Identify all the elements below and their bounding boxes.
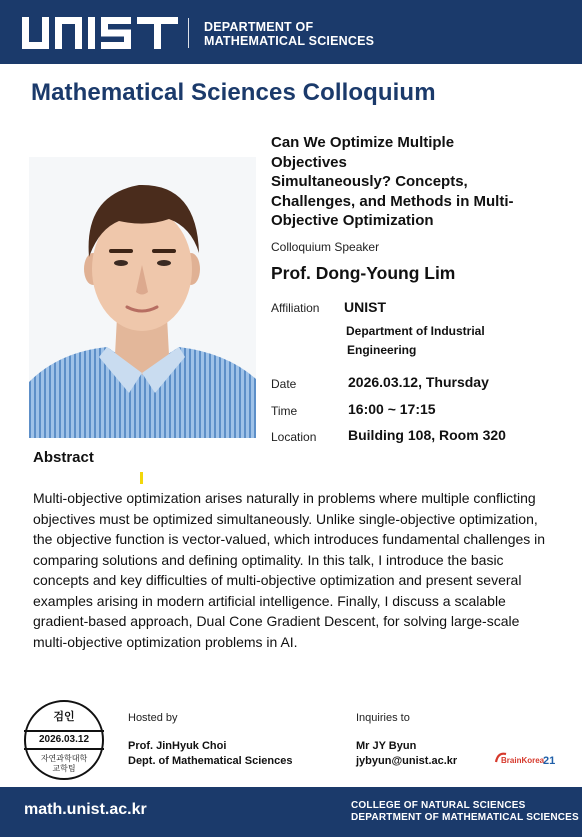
text-cursor-marker bbox=[140, 472, 143, 484]
hosted-by-label: Hosted by bbox=[128, 712, 178, 724]
date-value: 2026.03.12, Thursday bbox=[348, 374, 489, 390]
inquiries-label: Inquiries to bbox=[356, 712, 410, 724]
footer-college bbox=[351, 800, 579, 824]
speaker-name: Prof. Dong-Young Lim bbox=[271, 263, 456, 283]
brainkorea-number: 21 bbox=[543, 755, 556, 767]
affiliation-dept-line2: Engineering bbox=[347, 343, 417, 357]
speaker-label: Colloquium Speaker bbox=[271, 240, 380, 254]
talk-title-line: Simultaneously? Concepts, bbox=[271, 173, 468, 190]
host-name: Prof. JinHyuk Choi bbox=[128, 740, 227, 752]
talk-title-line: Challenges, and Methods in Multi- bbox=[271, 192, 514, 210]
header-divider bbox=[188, 18, 189, 48]
header-bar bbox=[0, 0, 582, 64]
brainkorea21-logo bbox=[494, 748, 558, 768]
abstract-body: Multi-objective optimization arises naturally in problems where multiple conflicting objectives must be optimized simultaneously. Unlike single-objective optimization, the objective function is vector-valued, which introduces fundamental challenges in comparing solutions and defining optimality. In this talk, I introduce the basic concepts and key difficulties of multi-objective optimization and present several examples arising in modern artificial intelligence. Finally, I discuss a scalable gradient-based approach, Dual Cone Gradient Descent, for solving large-scale multi-objective optimization problems in AI. bbox=[33, 490, 546, 650]
talk-title-line: Can We Optimize Multiple bbox=[271, 134, 455, 151]
footer-college-line2: DEPARTMENT OF MATHEMATICAL SCIENCES bbox=[351, 812, 579, 823]
stamp-office-line1: 자연과학대학 bbox=[40, 754, 88, 763]
location-label: Location bbox=[271, 430, 317, 444]
stamp-date: 2026.03.12 bbox=[24, 730, 104, 750]
footer-website-link[interactable]: math.unist.ac.kr bbox=[24, 801, 147, 818]
host-department: Dept. of Mathematical Sciences bbox=[128, 755, 293, 767]
header-dept-line1: DEPARTMENT OF bbox=[204, 20, 314, 34]
header-dept-line2: MATHEMATICAL SCIENCES bbox=[204, 34, 375, 48]
unist-logo bbox=[22, 17, 178, 49]
affiliation-name: UNIST bbox=[344, 299, 386, 315]
inquiry-contact-name: Mr JY Byun bbox=[356, 740, 417, 752]
brainkorea-text: BrainKorea bbox=[501, 756, 545, 765]
stamp-title: 검인 bbox=[53, 711, 75, 723]
footer-bar bbox=[0, 787, 582, 837]
header-department bbox=[204, 20, 374, 48]
page-title: Mathematical Sciences Colloquium bbox=[31, 79, 436, 106]
talk-title bbox=[271, 133, 571, 231]
speaker-portrait-illustration bbox=[29, 157, 256, 438]
speaker-photo bbox=[29, 157, 256, 438]
footer-college-line1: COLLEGE OF NATURAL SCIENCES bbox=[351, 800, 526, 811]
talk-title-line: Objectives bbox=[271, 153, 347, 171]
talk-title-line: Objective Optimization bbox=[271, 212, 434, 229]
inquiry-email-link[interactable]: jybyun@unist.ac.kr bbox=[356, 755, 458, 767]
stamp-office-line2: 교학팀 bbox=[52, 764, 76, 773]
approval-stamp bbox=[24, 700, 104, 780]
affiliation-dept-line1: Department of Industrial bbox=[346, 324, 485, 338]
abstract-heading: Abstract bbox=[33, 449, 94, 466]
date-label: Date bbox=[271, 377, 297, 391]
affiliation-department bbox=[346, 322, 485, 360]
time-label: Time bbox=[271, 404, 298, 418]
location-value: Building 108, Room 320 bbox=[348, 427, 506, 443]
affiliation-label: Affiliation bbox=[271, 301, 320, 315]
time-value: 16:00 ~ 17:15 bbox=[348, 401, 436, 417]
stamp-office bbox=[26, 754, 102, 774]
